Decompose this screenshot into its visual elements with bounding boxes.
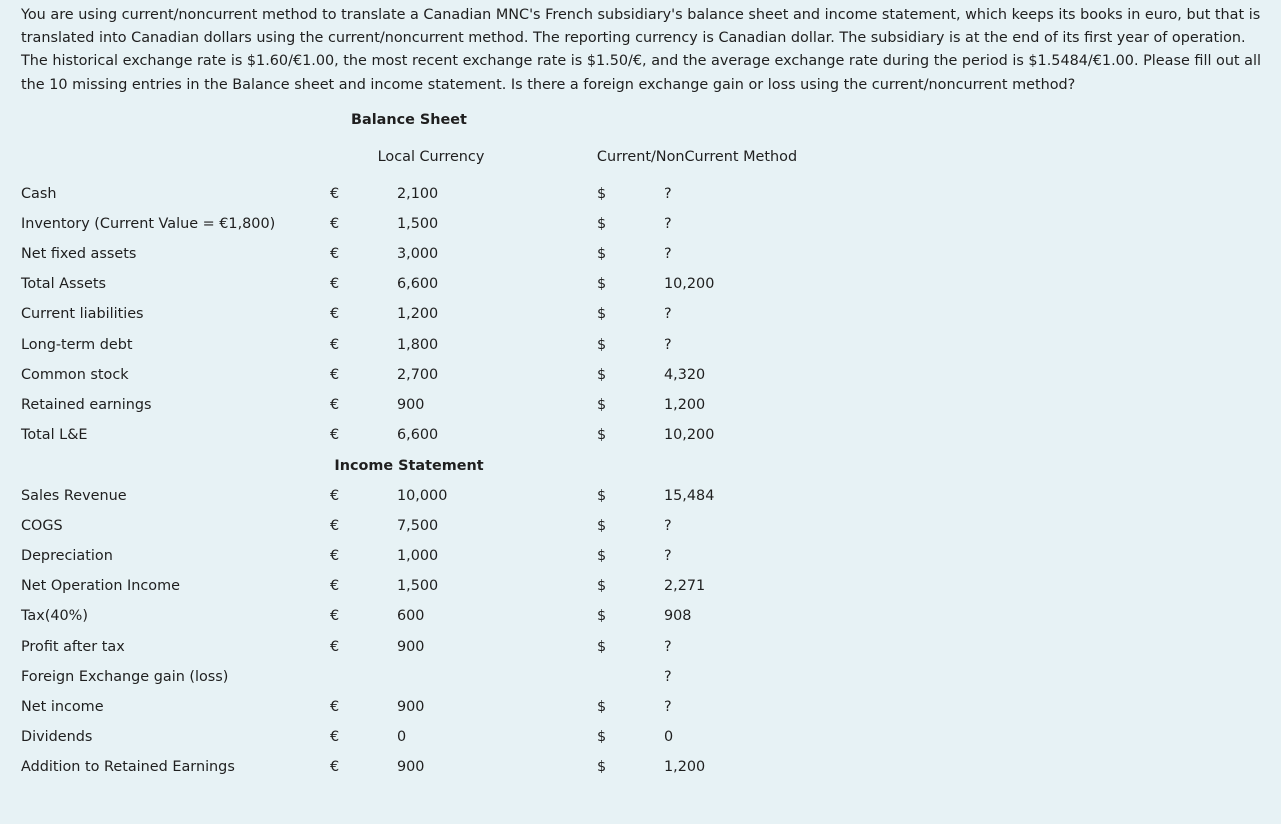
balance_sheet-row	[0, 246, 1281, 270]
euro-symbol: €	[330, 337, 340, 353]
dollar-symbol: $	[597, 699, 607, 715]
euro-symbol: €	[330, 548, 340, 564]
balance-sheet-title: Balance Sheet	[351, 112, 467, 128]
euro-symbol: €	[330, 578, 340, 594]
row-label: Cash	[21, 186, 57, 202]
row-label: Common stock	[21, 367, 129, 383]
local-currency-value: 1,200	[397, 306, 439, 322]
translated-value: ?	[664, 639, 672, 655]
income-statement-title: Income Statement	[334, 458, 484, 474]
local-currency-value: 6,600	[397, 427, 439, 443]
translated-value: ?	[664, 246, 672, 262]
current-noncurrent-header: Current/NonCurrent Method	[596, 149, 798, 165]
row-label: Total Assets	[21, 276, 107, 292]
row-label: Depreciation	[21, 548, 113, 564]
income_statement-row	[0, 548, 1281, 572]
translated-value: 1,200	[664, 397, 706, 413]
row-label: Foreign Exchange gain (loss)	[21, 669, 229, 685]
income_statement-row	[0, 699, 1281, 723]
translated-value: ?	[664, 337, 672, 353]
row-label: Total L&E	[21, 427, 88, 443]
row-label: Addition to Retained Earnings	[21, 759, 235, 775]
local-currency-value: 900	[397, 699, 425, 715]
balance_sheet-row	[0, 186, 1281, 210]
translated-value: 1,200	[664, 759, 706, 775]
dollar-symbol: $	[597, 578, 607, 594]
income_statement-row	[0, 578, 1281, 602]
dollar-symbol: $	[597, 548, 607, 564]
dollar-symbol: $	[597, 397, 607, 413]
euro-symbol: €	[330, 397, 340, 413]
local-currency-value: 600	[397, 608, 425, 624]
dollar-symbol: $	[597, 367, 607, 383]
income_statement-row	[0, 518, 1281, 542]
dollar-symbol: $	[597, 518, 607, 534]
dollar-symbol: $	[597, 306, 607, 322]
row-label: Net Operation Income	[21, 578, 180, 594]
dollar-symbol: $	[597, 246, 607, 262]
euro-symbol: €	[330, 186, 340, 202]
row-label: Profit after tax	[21, 639, 125, 655]
euro-symbol: €	[330, 488, 340, 504]
row-label: Net fixed assets	[21, 246, 137, 262]
row-label: Dividends	[21, 729, 93, 745]
local-currency-header: Local Currency	[377, 149, 485, 165]
local-currency-value: 1,500	[397, 216, 439, 232]
balance_sheet-row	[0, 367, 1281, 391]
income_statement-row	[0, 669, 1281, 693]
translated-value: ?	[664, 699, 672, 715]
balance_sheet-row	[0, 397, 1281, 421]
row-label: Current liabilities	[21, 306, 144, 322]
translated-value: ?	[664, 548, 672, 564]
row-label: COGS	[21, 518, 63, 534]
dollar-symbol: $	[597, 216, 607, 232]
local-currency-value: 1,800	[397, 337, 439, 353]
row-label: Sales Revenue	[21, 488, 127, 504]
local-currency-value: 1,500	[397, 578, 439, 594]
translated-value: 4,320	[664, 367, 706, 383]
translated-value: 908	[664, 608, 692, 624]
dollar-symbol: $	[597, 639, 607, 655]
row-label: Net income	[21, 699, 104, 715]
local-currency-value: 2,100	[397, 186, 439, 202]
translated-value: 2,271	[664, 578, 706, 594]
local-currency-value: 0	[397, 729, 407, 745]
euro-symbol: €	[330, 639, 340, 655]
question-text: You are using current/noncurrent method to translate a Canadian MNC's French subsidiary's balance sheet and income statement, which keeps its books in euro, but that is translated into Canadian dollars using the current/noncurrent method. The reporting currency is Canadian dollar. The subsidiary is at the end of its first year of operation. The historical exchange rate is $1.60/€1.00, the most recent exchange rate is $1.50/€, and the average exchange rate during the period is $1.5484/€1.00. Please fill out all the 10 missing entries in the Balance sheet and income statement. Is there a foreign exchange gain or loss using the current/noncurrent method?	[21, 7, 1261, 93]
euro-symbol: €	[330, 427, 340, 443]
balance_sheet-row	[0, 427, 1281, 451]
dollar-symbol: $	[597, 759, 607, 775]
row-label: Long-term debt	[21, 337, 133, 353]
balance_sheet-row	[0, 276, 1281, 300]
translated-value: ?	[664, 669, 672, 685]
euro-symbol: €	[330, 759, 340, 775]
euro-symbol: €	[330, 216, 340, 232]
dollar-symbol: $	[597, 488, 607, 504]
translated-value: 10,200	[664, 427, 715, 443]
local-currency-value: 7,500	[397, 518, 439, 534]
translated-value: 0	[664, 729, 674, 745]
local-currency-value: 1,000	[397, 548, 439, 564]
dollar-symbol: $	[597, 337, 607, 353]
euro-symbol: €	[330, 276, 340, 292]
income_statement-row	[0, 759, 1281, 783]
balance_sheet-row	[0, 337, 1281, 361]
row-label: Inventory (Current Value = €1,800)	[21, 216, 276, 232]
income_statement-row	[0, 488, 1281, 512]
euro-symbol: €	[330, 306, 340, 322]
local-currency-value: 900	[397, 759, 425, 775]
income_statement-row	[0, 729, 1281, 753]
euro-symbol: €	[330, 729, 340, 745]
balance_sheet-row	[0, 216, 1281, 240]
euro-symbol: €	[330, 518, 340, 534]
local-currency-value: 900	[397, 639, 425, 655]
row-label: Tax(40%)	[21, 608, 88, 624]
local-currency-value: 6,600	[397, 276, 439, 292]
translated-value: ?	[664, 518, 672, 534]
local-currency-value: 900	[397, 397, 425, 413]
euro-symbol: €	[330, 608, 340, 624]
translated-value: ?	[664, 216, 672, 232]
row-label: Retained earnings	[21, 397, 152, 413]
income_statement-row	[0, 608, 1281, 632]
euro-symbol: €	[330, 699, 340, 715]
income_statement-row	[0, 639, 1281, 663]
dollar-symbol: $	[597, 427, 607, 443]
dollar-symbol: $	[597, 186, 607, 202]
dollar-symbol: $	[597, 608, 607, 624]
translated-value: ?	[664, 186, 672, 202]
local-currency-value: 2,700	[397, 367, 439, 383]
balance_sheet-row	[0, 306, 1281, 330]
euro-symbol: €	[330, 246, 340, 262]
local-currency-value: 10,000	[397, 488, 448, 504]
dollar-symbol: $	[597, 729, 607, 745]
euro-symbol: €	[330, 367, 340, 383]
dollar-symbol: $	[597, 276, 607, 292]
local-currency-value: 3,000	[397, 246, 439, 262]
translated-value: 10,200	[664, 276, 715, 292]
translated-value: ?	[664, 306, 672, 322]
translated-value: 15,484	[664, 488, 715, 504]
